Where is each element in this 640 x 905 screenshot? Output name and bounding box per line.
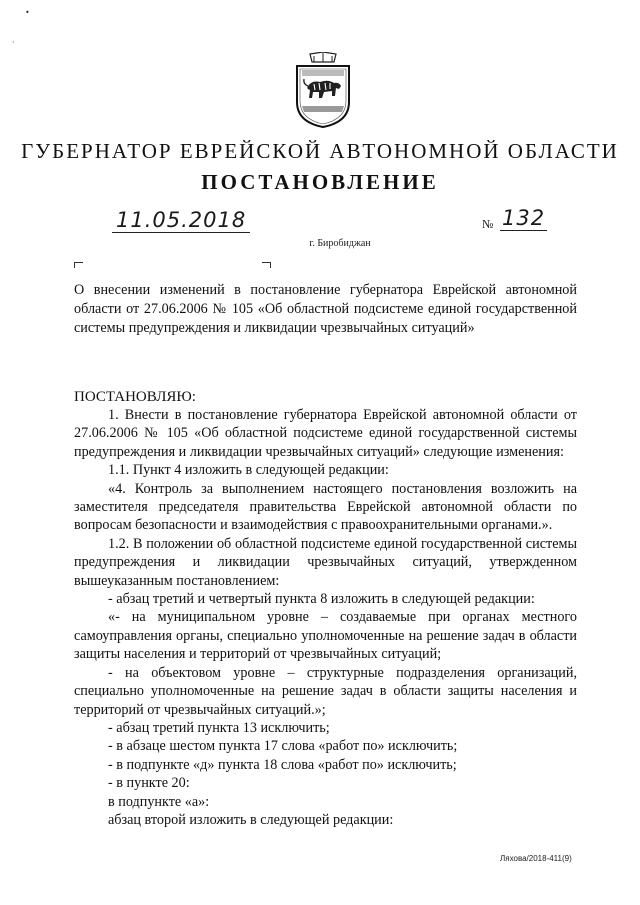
paragraph: - абзац третий пункта 13 исключить; bbox=[108, 719, 330, 736]
paragraph: - в абзаце шестом пункта 17 слова «работ по» исключить; bbox=[108, 738, 458, 755]
coat-of-arms-tiger-icon bbox=[294, 52, 352, 128]
paragraph: - абзац третий и четвертый пункта 8 изложить в следующей редакции: bbox=[108, 591, 535, 608]
subject-bracket-right bbox=[262, 262, 271, 268]
document-subject: О внесении изменений в постановление губернатора Еврейской автономной области от 27.06.2006 № 105 «Об областной подсистеме единой государственной системы предупреждения и ликвидации чрезвычайных ситуаций» bbox=[74, 282, 577, 336]
document-number: 132 bbox=[502, 206, 546, 230]
document-body bbox=[74, 406, 577, 829]
scan-mark: · bbox=[12, 38, 15, 47]
paragraph: «- на муниципальном уровне – создаваемые при органах местного самоуправления органы, специально уполномоченные на решение задач в области защиты населения и территорий от чрезвычайных ситуаций; bbox=[74, 609, 577, 663]
paragraph: - на объектовом уровне – структурные подразделения организаций, специально уполномоченные на решение задач в области защиты населения и территорий от чрезвычайных ситуаций.»; bbox=[74, 664, 577, 718]
paragraph: «4. Контроль за выполнением настоящего постановления возложить на заместителя председателя правительства Еврейской автономной области по вопросам безопасности и взаимодействия с правоохранительными органами.». bbox=[74, 480, 577, 534]
paragraph: 1.1. Пункт 4 изложить в следующей редакции: bbox=[108, 462, 389, 479]
city: г. Биробиджан bbox=[309, 238, 371, 249]
scan-mark: • bbox=[25, 8, 30, 17]
document-date: 11.05.2018 bbox=[112, 208, 250, 233]
paragraph: 1.2. В положении об областной подсистеме единой государственной системы предупреждения и ликвидации чрезвычайных ситуаций, утвержденном вышеуказанным постановлением: bbox=[74, 535, 577, 589]
document-type: ПОСТАНОВЛЕНИЕ bbox=[201, 170, 439, 194]
paragraph: - в пункте 20: bbox=[108, 775, 190, 792]
footer-reference: Ляхова/2018-411(9) bbox=[500, 854, 572, 863]
paragraph: абзац второй изложить в следующей редакции: bbox=[108, 811, 394, 828]
paragraph: 1. Внести в постановление губернатора Еврейской автономной области от 27.06.2006 № 105 «Об областной подсистеме единой государственной системы предупреждения и ликвидации чрезвычайных ситуаций» следующие изменения: bbox=[74, 407, 577, 460]
subject-bracket-left bbox=[74, 262, 83, 268]
paragraph: - в подпункте «д» пункта 18 слова «работ по» исключить; bbox=[108, 756, 457, 773]
governor-title: ГУБЕРНАТОР ЕВРЕЙСКОЙ АВТОНОМНОЙ ОБЛАСТИ bbox=[21, 139, 619, 163]
decree-word: ПОСТАНОВЛЯЮ: bbox=[74, 389, 196, 405]
number-sign: № bbox=[482, 217, 494, 231]
paragraph: в подпункте «а»: bbox=[108, 793, 210, 810]
